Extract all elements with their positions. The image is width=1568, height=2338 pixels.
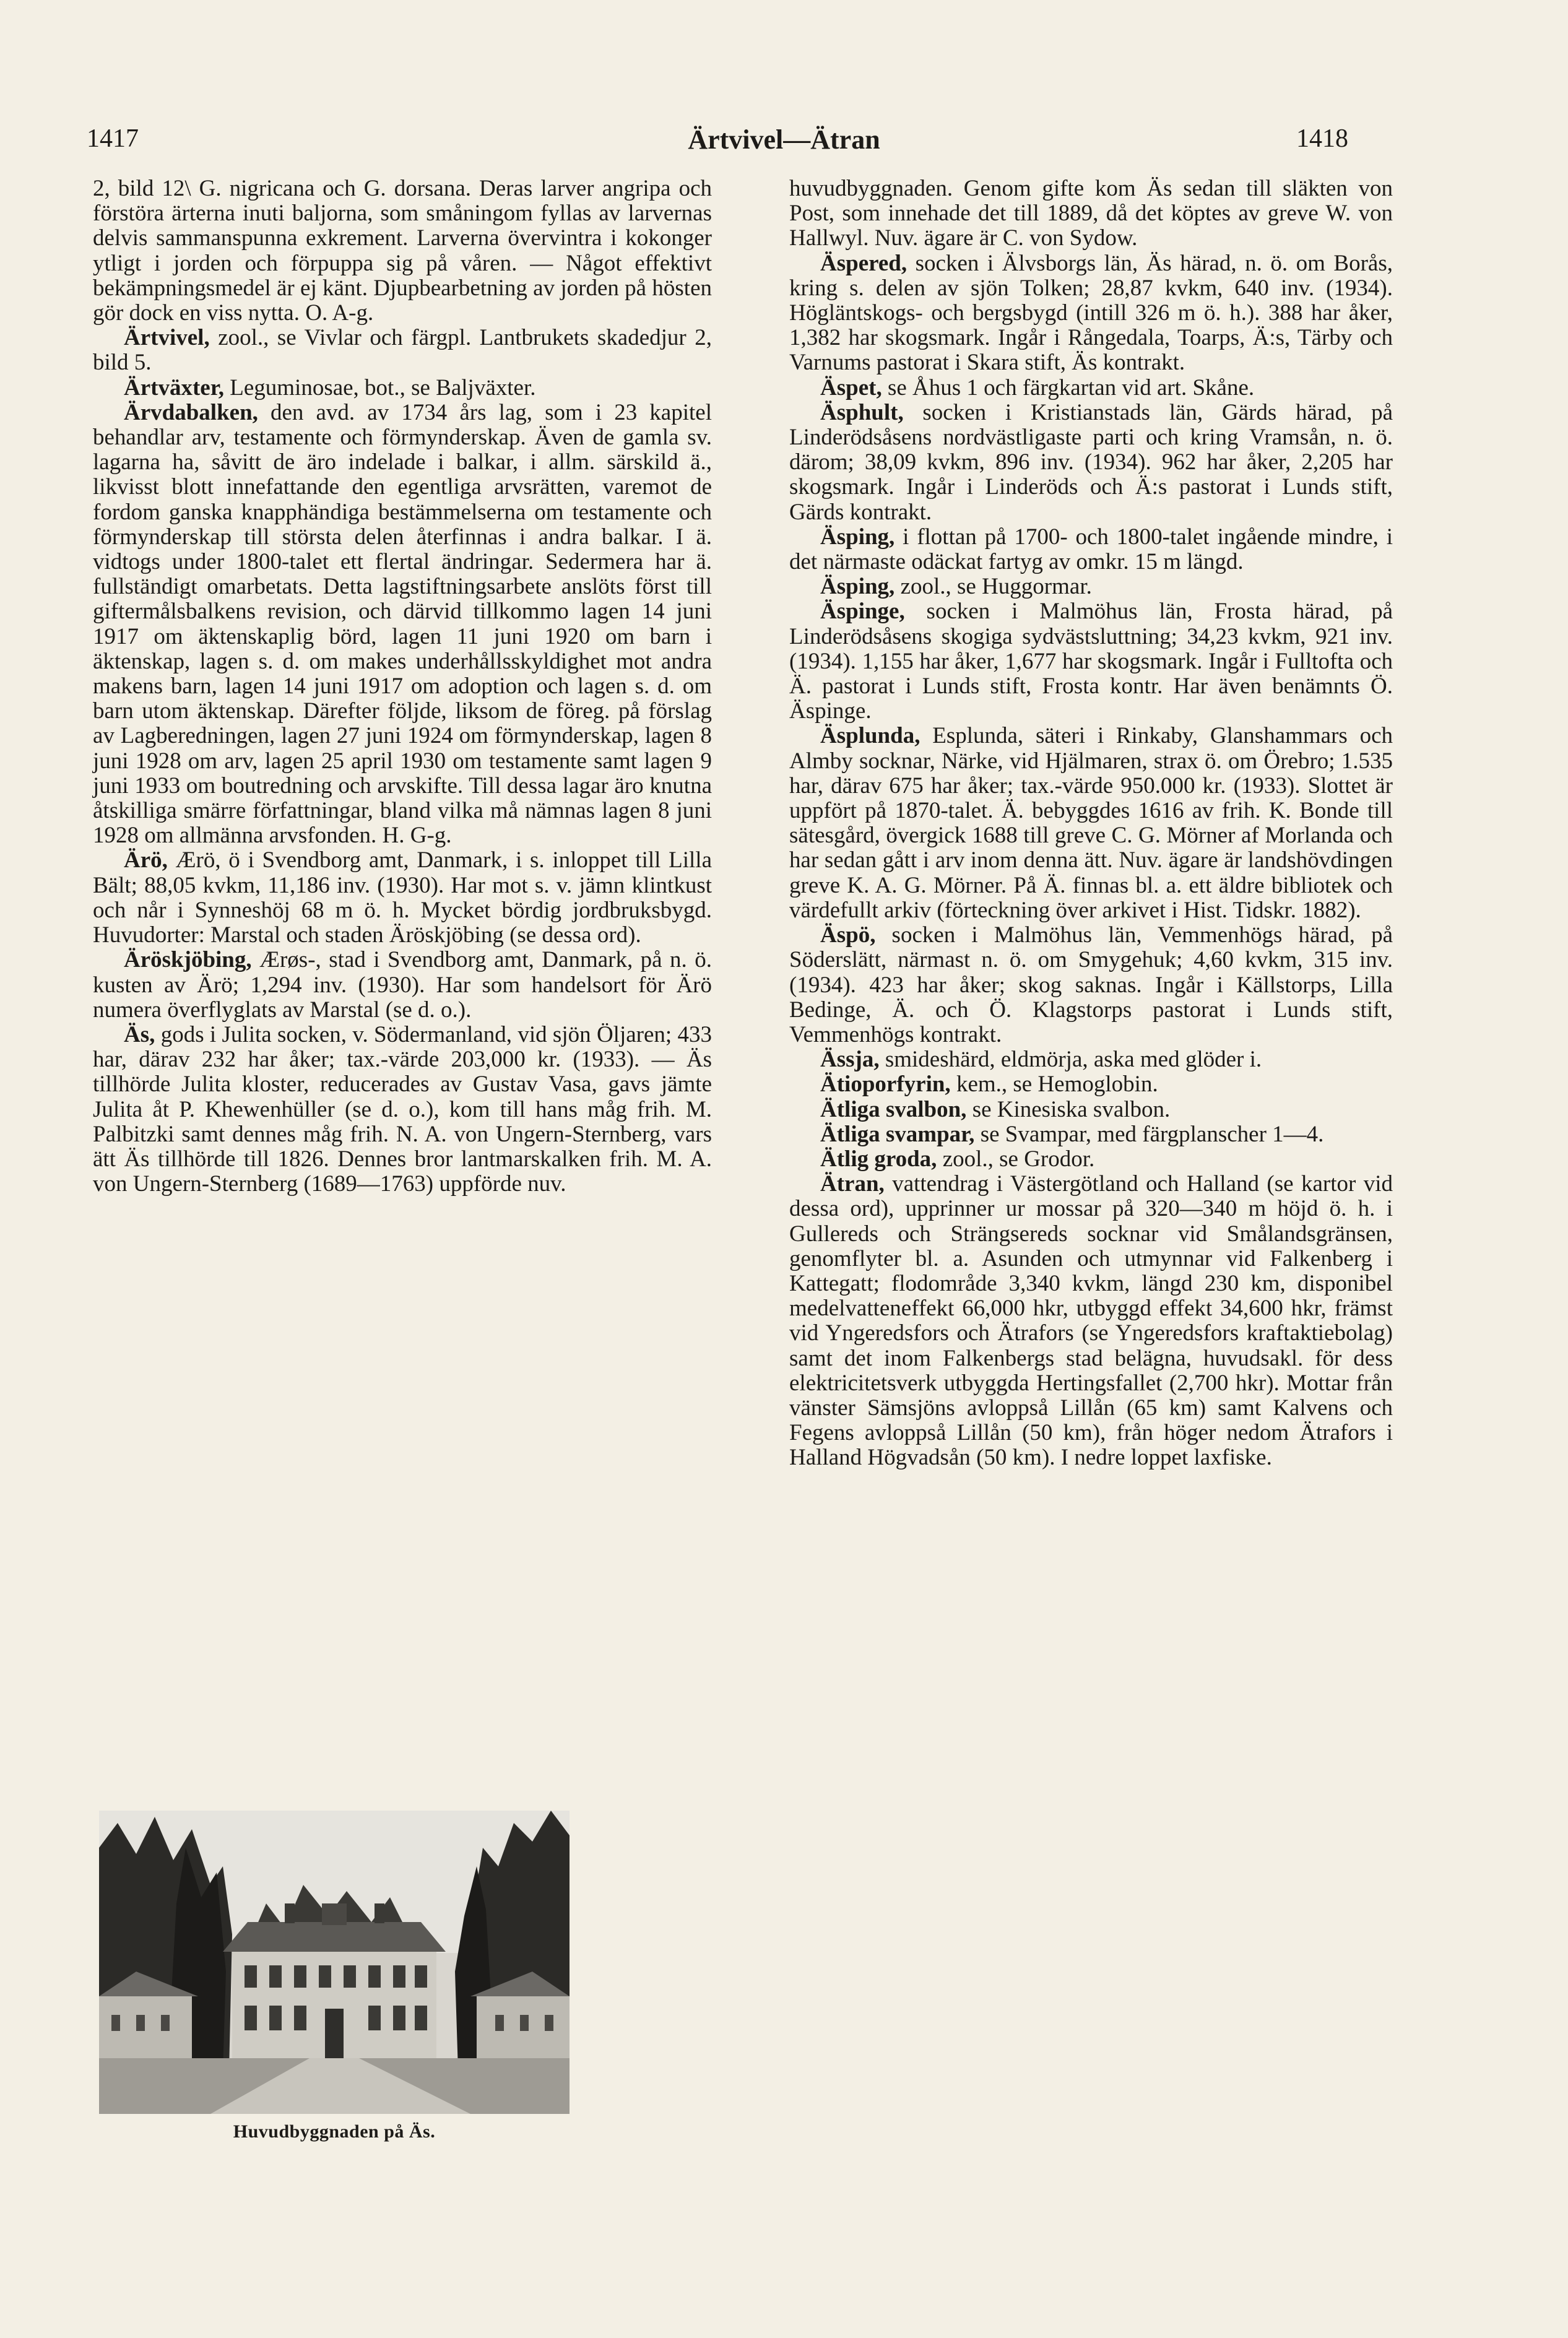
entry-atliga-svampar: Ätliga svampar, se Svampar, med färgplanscher 1—4. xyxy=(820,1121,1324,1147)
entry-asplunda: Äsplunda, Esplunda, säteri i Rinkaby, Glanshammars och Almby socknar, Närke, vid Hjälmaren, strax ö. om Örebro; 1.535 har, därav 675 har åker; tax.-värde 950.000 kr. (1933). Slottet är uppfört på 1870-talet. Ä. bebyggdes 1616 av frih. K. Bonde till sätesgård, övergick 1688 till greve C. G. Mörner af Morlanda och har sedan gått i arv inom denna ätt. Nuv. ägare är landshövdingen greve K. A. G. Mörner. På Ä. finnas bl. a. ett äldre bibliotek och värdefullt arkiv (förteckning över arkivet i Hist. Tidskr. 1882). xyxy=(789,723,1393,923)
figure-manor-photo xyxy=(99,1811,570,2142)
entry-artvivel: Ärtvivel, zool., se Vivlar och färgpl. Lantbrukets skadedjur 2, bild 5. xyxy=(93,325,712,376)
entry-asping: Äsping, i flottan på 1700- och 1800-talet ingående mindre, i det närmaste odäckat fartyg av omkr. 15 m längd. xyxy=(789,524,1393,575)
page-header xyxy=(0,124,1568,173)
left-column xyxy=(93,176,712,1197)
entry-aspered: Äspered, socken i Älvsborgs län, Äs härad, n. ö. om Borås, kring s. delen av sjön Tolken; 28,87 kvkm, 640 inv. (1934). Högläntskogs- och bergsbygd (intill 326 m ö. h.). 388 har åker, 1,382 har skogsmark. Ingår i Rångedala, Toarps, Ä:s, Tärby och Varnums pastorat i Skara stift, Äs kontrakt. xyxy=(789,250,1393,376)
entry-aroskobing: Äröskjöbing, Ærøs-, stad i Svendborg amt, Danmark, på n. ö. kusten av Ärö; 1,294 inv. (1930). Har som handelsort för Ärö numera överflyglats av Marstal (se d. o.). xyxy=(93,947,712,1023)
entry-aro: Ärö, Ærö, ö i Svendborg amt, Danmark, i s. inloppet till Lilla Bält; 88,05 kvkm, 11,186 inv. (1930). Har mot s. v. jämn klintkust och når i Synneshöj 68 m ö. h. Mycket bördig jordbruksbygd. Huvudorter: Marstal och staden Äröskjöbing (se dessa ord). xyxy=(93,847,712,948)
entry-atioporfyrin: Ätioporfyrin, kem., se Hemoglobin. xyxy=(820,1072,1158,1098)
entry-continuation: huvudbyggnaden. Genom gifte kom Äs sedan till släkten von Post, som innehade det till 1889, då det köptes av greve W. von Hallwyl. Nuv. ägare är C. von Sydow. xyxy=(789,176,1393,251)
entry-aspet: Äspet, se Åhus 1 och färgkartan vid art. Skåne. xyxy=(820,375,1255,400)
entry-continuation: 2, bild 12\ G. nigricana och G. dorsana. Deras larver angripa och förstöra ärterna inuti baljorna, som småningom fyllas av larvernas delvis sammanspunna exkrement. Larverna övervintra i kokonger ytligt i jorden och förpuppa sig på våren. — Något effektivt bekämpningsmedel är ej känt. Djupbearbetning av jorden på hösten gör dock en viss nytta. O. A-g. xyxy=(93,176,712,326)
entry-atliga-svalbon: Ätliga svalbon, se Kinesiska svalbon. xyxy=(820,1096,1171,1122)
running-title: Ärtvivel—Ätran xyxy=(688,124,880,155)
page-number-left: 1417 xyxy=(87,124,139,153)
right-column xyxy=(789,176,1393,1471)
entry-atran: Ätran, vattendrag i Västergötland och Halland (se kartor vid dessa ord), upprinner ur mossar på 320—340 m höjd ö. h. i Gullereds och Strängsereds socknar vid Smålandsgränsen, genomflyter bl. a. Asunden och utmynnar vid Falkenberg i Kattegatt; flodområde 3,340 kvkm, längd 230 km, disponibel medelvatteneffekt 66,000 hkr, utbyggd effekt 34,600 hkr, främst vid Yngeredsfors och Ätrafors (se Yngeredsfors kraftaktiebolag) samt det inom Falkenbergs stad belägna, huvudsakl. för dess elektricitetsverk utbyggda Hertingsfallet (2,700 hkr). Mottar från vänster Sämsjöns avloppså Lillån (65 km) samt Kalvens och Fegens avloppså Lillån (50 km), från höger nedom Ätrafors i Halland Högvadsån (50 km). I nedre loppet laxfiske. xyxy=(789,1171,1393,1471)
entry-atlig-groda: Ätlig groda, zool., se Grodor. xyxy=(820,1146,1095,1172)
entry-as: Äs, gods i Julita socken, v. Södermanland, vid sjön Öljaren; 433 har, därav 232 har åker; tax.-värde 203,000 kr. (1933). — Äs tillhörde Julita kloster, reducerades av Gustav Vasa, gavs jämte Julita åt P. Khewenhüller (se d. o.), kom till hans måg frih. M. Palbitzki samt dennes måg frih. N. A. von Ungern-Sternberg, vars ätt Äs tillhörde till 1826. Dennes bror lantmarskalken frih. M. A. von Ungern-Sternberg (1689—1763) uppförde nuv. xyxy=(93,1021,712,1197)
entry-assja: Ässja, smideshärd, eldmörja, aska med glöder i. xyxy=(820,1047,1262,1073)
entry-aspinge: Äspinge, socken i Malmöhus län, Frosta härad, på Linderödsåsens skogiga sydvästsluttning; 34,23 kvkm, 921 inv. (1934). 1,155 har åker, 1,677 har skogsmark. Ingår i Fulltofta och Ä. pastorat i Lunds stift, Frosta kontr. Har även benämnts Ö. Äspinge. xyxy=(789,599,1393,724)
entry-arvdabalken: Ärvdabalken, den avd. av 1734 års lag, som i 23 kapitel behandlar arv, testamente och förmynderskap. Även de gamla sv. lagarna ha, såvitt de äro indelade i balkar, i allm. särskild ä., likvisst blott innefattande den egentliga arvsrätten, varemot de fordom ganska knapphändiga bestämmelserna om testamente och förmynderskap till största delen återfinnas i andra balkar. I ä. vidtogs under 1800-talet ett flertal ändringar. Sedermera har ä. fullständigt omarbetats. Detta lagstiftningsarbete anslöts först till giftermålsbalkens revision, och därvid tillkommo lagen 14 juni 1917 om äktenskaplig börd, lagen 11 juni 1920 om barn i äktenskap, lagen s. d. om makes underhållsskyldighet mot andra makens barn, lagen 14 juni 1917 om adoption och lagen s. d. om barn utom äktenskap. Därefter följde, liksom de föreg. på förslag av Lagberedningen, lagen 27 juni 1924 om förmynderskap, lagen 8 juni 1928 om arv, lagen 25 april 1930 om testamente samt lagen 9 juni 1933 om boutredning och arvskifte. Till dessa lagar äro knutna åtskilliga smärre författningar, bland vilka må nämnas lagen 8 juni 1928 om allmänna arvsfonden. H. G-g. xyxy=(93,399,712,849)
entry-artvaxter: Ärtväxter, Leguminosae, bot., se Baljväxter. xyxy=(124,375,536,400)
entry-aspo: Äspö, socken i Malmöhus län, Vemmenhögs härad, på Söderslätt, närmast n. ö. om Smygehuk; 4,60 kvkm, 315 inv. (1934). 423 har åker; skog saknas. Ingår i Källstorps, Lilla Bedinge, Ä. och Ö. Klagstorps pastorat i Lunds stift, Vemmenhögs kontrakt. xyxy=(789,922,1393,1047)
entry-asping-zool: Äsping, zool., se Huggormar. xyxy=(820,574,1092,600)
manor-house-photo xyxy=(99,1811,570,2114)
page-number-right: 1418 xyxy=(1296,124,1348,153)
entry-asphult: Äsphult, socken i Kristianstads län, Gärds härad, på Linderödsåsens nordvästligaste parti och kring Vramsån, n. ö. därom; 38,09 kvkm, 896 inv. (1934). 962 har åker, 2,205 har skogsmark. Ingår i Linderöds och Ä:s pastorat i Lunds stift, Gärds kontrakt. xyxy=(789,399,1393,525)
figure-caption: Huvudbyggnaden på Äs. xyxy=(233,2121,436,2142)
